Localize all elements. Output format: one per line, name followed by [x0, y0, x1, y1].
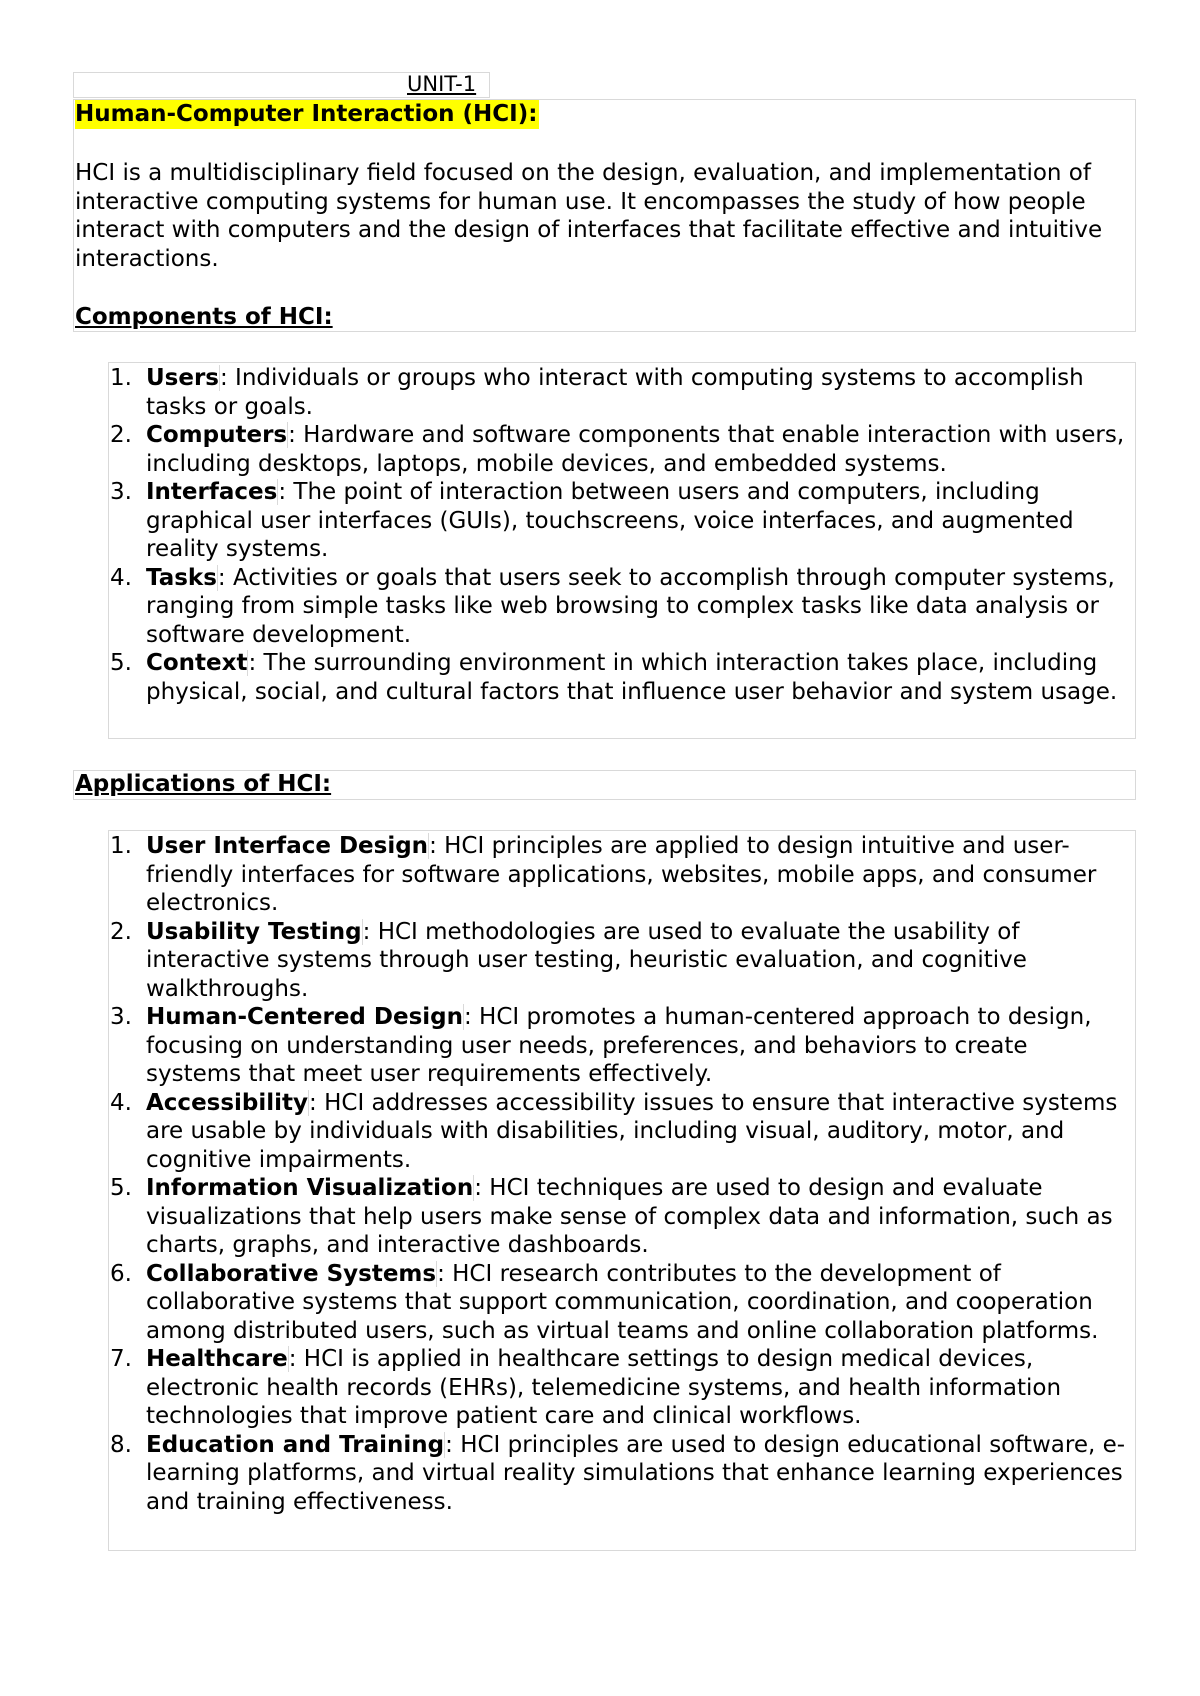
list-item-term: Interfaces: [146, 479, 278, 505]
list-item-description: : The point of interaction between users and computers, including graphical user interfaces (GUIs), touchscreens, voice interfaces, and augmented reality systems.: [146, 479, 1074, 562]
list-item-description: : HCI promotes a human-centered approach to design, focusing on understanding user needs, preferences, and behaviors to create systems that meet user requirements effectively.: [146, 1004, 1092, 1087]
list-item: [108, 1431, 1128, 1517]
list-item-number: 1.: [110, 365, 132, 391]
list-item-description: : HCI research contributes to the development of collaborative systems that support communication, coordination, and cooperation among distributed users, such as virtual teams and online collaboration platforms.: [146, 1260, 1099, 1344]
list-item: [108, 564, 1128, 650]
list-item-term: Usability Testing: [146, 918, 362, 945]
list-item-description: : HCI techniques are used to design and evaluate visualizations that help users make sense of complex data and information, such as charts, graphs, and interactive dashboards.: [146, 1175, 1113, 1258]
list-item-term: Context: [146, 650, 248, 676]
applications-heading: Applications of HCI:: [75, 771, 332, 797]
list-item: [108, 478, 1128, 564]
list-item-term: Education and Training: [146, 1431, 445, 1458]
list-item: [108, 1089, 1128, 1175]
list-item-number: 7.: [110, 1346, 132, 1372]
list-item: [108, 364, 1128, 421]
list-item-term: Human-Centered Design: [146, 1004, 463, 1030]
list-item-number: 8.: [110, 1431, 132, 1458]
list-item-number: 1.: [110, 833, 132, 859]
list-item: [108, 832, 1128, 918]
list-item-term: Computers: [146, 422, 288, 448]
list-item-number: 4.: [110, 1089, 132, 1116]
list-item-number: 2.: [110, 422, 132, 448]
list-item: [108, 1174, 1128, 1260]
list-item-description: : The surrounding environment in which interaction takes place, including physical, social, and cultural factors that influence user behavior and system usage.: [146, 650, 1118, 705]
applications-list: [108, 832, 1128, 1516]
list-item: [108, 421, 1128, 478]
list-item-description: : Individuals or groups who interact with computing systems to accomplish tasks or goals.: [146, 365, 1084, 420]
list-item-description: : HCI methodologies are used to evaluate the usability of interactive systems through user testing, heuristic evaluation, and cognitive walkthroughs.: [146, 918, 1027, 1002]
list-item-term: Tasks: [146, 564, 217, 591]
list-item-description: : HCI is applied in healthcare settings to design medical devices, electronic health records (EHRs), telemedicine systems, and health information technologies that improve patient care and clinical workflows.: [146, 1346, 1062, 1429]
list-item: [108, 649, 1128, 706]
list-item-term: Healthcare: [146, 1346, 288, 1372]
intro-paragraph: HCI is a multidisciplinary field focused on the design, evaluation, and implementation of interactive computing systems for human use. It encompasses the study of how people interact with computers and the design of interfaces that facilitate effective and intuitive interactions.: [75, 160, 1103, 272]
hci-heading: Human-Computer Interaction (HCI):: [75, 101, 538, 127]
list-item-number: 3.: [110, 1004, 132, 1030]
components-heading: Components of HCI:: [75, 304, 333, 330]
list-item-number: 3.: [110, 479, 132, 505]
list-item-term: User Interface Design: [146, 833, 429, 859]
list-item-description: : HCI principles are applied to design intuitive and user-friendly interfaces for software applications, websites, mobile apps, and consumer electronics.: [146, 833, 1097, 916]
list-item-number: 4.: [110, 564, 132, 591]
list-item: [108, 1003, 1128, 1089]
list-item-term: Users: [146, 365, 219, 391]
list-item-description: : Activities or goals that users seek to accomplish through computer systems, ranging from simple tasks like web browsing to complex tasks like data analysis or software development.: [146, 564, 1115, 648]
list-item-number: 6.: [110, 1260, 132, 1287]
list-item: [108, 1345, 1128, 1431]
list-item-term: Collaborative Systems: [146, 1260, 437, 1287]
components-list: [108, 364, 1128, 706]
list-item-description: : HCI addresses accessibility issues to ensure that interactive systems are usable by individuals with disabilities, including visual, auditory, motor, and cognitive impairments.: [146, 1089, 1118, 1173]
unit-title: UNIT-1: [407, 72, 477, 96]
list-item-number: 5.: [110, 650, 132, 676]
list-item-number: 5.: [110, 1175, 132, 1201]
list-item: [108, 1260, 1128, 1346]
list-item-term: Information Visualization: [146, 1175, 474, 1201]
list-item-number: 2.: [110, 918, 132, 945]
list-item-description: : HCI principles are used to design educational software, e-learning platforms, and virtual reality simulations that enhance learning experiences and training effectiveness.: [146, 1431, 1126, 1515]
list-item-description: : Hardware and software components that enable interaction with users, including desktops, laptops, mobile devices, and embedded systems.: [146, 422, 1125, 477]
list-item-term: Accessibility: [146, 1089, 309, 1116]
list-item: [108, 918, 1128, 1004]
